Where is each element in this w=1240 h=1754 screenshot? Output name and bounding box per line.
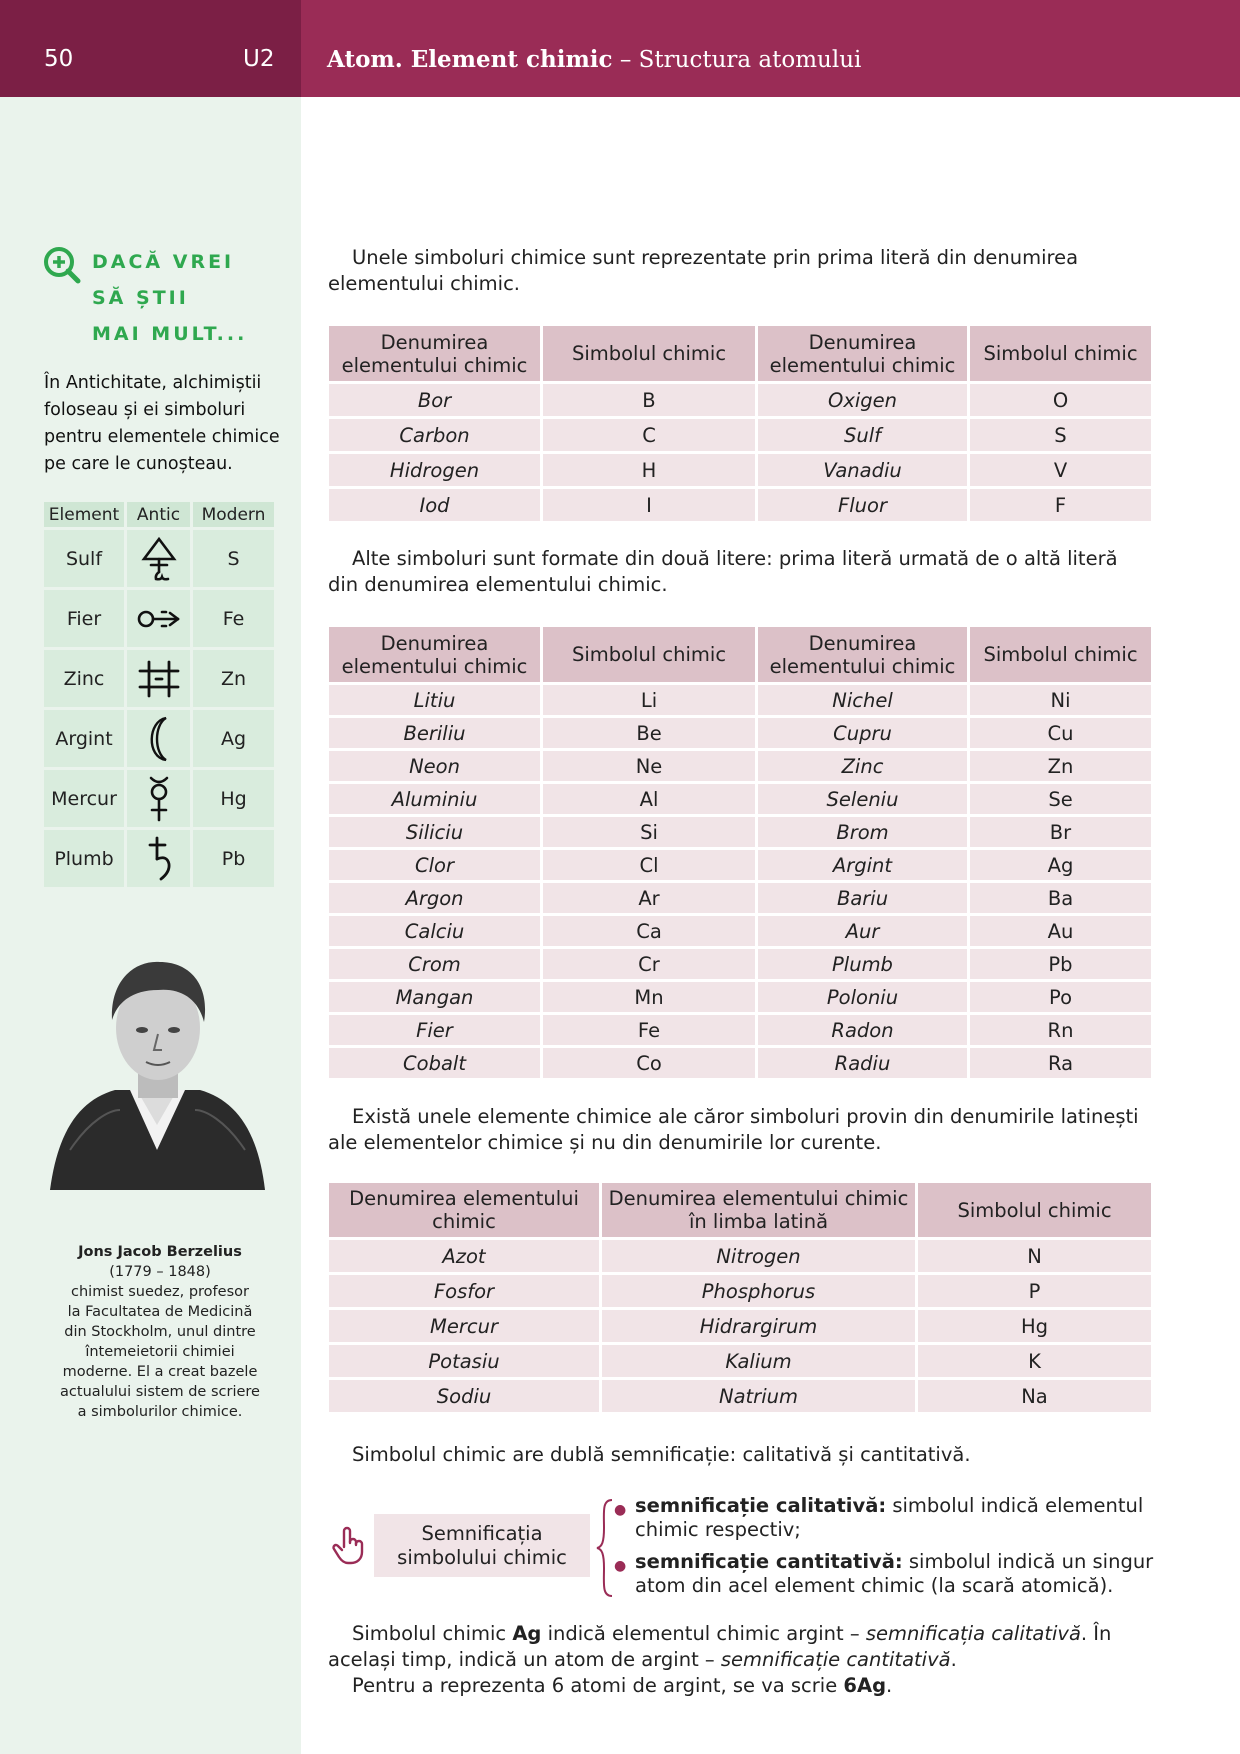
table-cell: Sulf (758, 419, 967, 451)
know-more-line: DACĂ VREI (92, 251, 235, 273)
table-row (329, 751, 1151, 781)
column-header: Denumirea elementului chimic (758, 326, 967, 381)
table-row (329, 883, 1151, 913)
table-cell: Ni (970, 685, 1151, 715)
table-cell: Sulf (44, 530, 124, 587)
table-cell: Na (918, 1380, 1151, 1412)
bullet-term: semnificație cantitativă: (635, 1550, 903, 1573)
page-title-rest: – Structura atomului (612, 47, 862, 73)
table-cell: V (970, 454, 1151, 486)
zinc-alchemy-symbol-icon (127, 650, 190, 707)
bullet-term: semnificație calitativă: (635, 1494, 887, 1517)
alchemy-intro-text: În Antichitate, alchimiștii foloseau și ei simboluri pentru elementele chimice pe care le cunoșteau. (44, 373, 280, 474)
table-cell: B (543, 384, 755, 416)
table-cell: Crom (329, 949, 540, 979)
table-cell: Nichel (758, 685, 967, 715)
table-cell: Argon (329, 883, 540, 913)
table-row (329, 1015, 1151, 1045)
paragraph-single-letter: Unele simboluri chimice sunt reprezentate prin prima literă din denumirea elementului chimic. (328, 246, 1079, 295)
table-cell: Mangan (329, 982, 540, 1012)
table-cell: Cobalt (329, 1048, 540, 1078)
page-title (327, 46, 861, 73)
column-header: Denumirea elementului chimic (329, 627, 540, 682)
table-cell: Aur (758, 916, 967, 946)
table-cell: Cr (543, 949, 755, 979)
table-row (329, 850, 1151, 880)
table-cell: Po (970, 982, 1151, 1012)
two-letter-symbols-table (326, 624, 1154, 1081)
final-sentence-2 (328, 1673, 1152, 1699)
box-label-line: simbolului chimic (397, 1546, 567, 1569)
table-cell: Phosphorus (602, 1275, 915, 1307)
column-header: Modern (193, 502, 274, 527)
single-letter-symbols-table (326, 323, 1154, 524)
table-cell: Ar (543, 883, 755, 913)
table-cell: Be (543, 718, 755, 748)
table-cell: Hidrargirum (602, 1310, 915, 1342)
table-cell: Iod (329, 489, 540, 521)
know-more-heading (92, 244, 247, 352)
table-cell: Ne (543, 751, 755, 781)
iron-alchemy-symbol-icon (127, 590, 190, 647)
table-cell: Li (543, 685, 755, 715)
table-cell: Hg (193, 770, 274, 827)
table-cell: Ag (193, 710, 274, 767)
table-cell: Fier (329, 1015, 540, 1045)
table-row (329, 916, 1151, 946)
sulfur-alchemy-symbol-icon (127, 530, 190, 587)
caption-line: chimist suedez, profesor (71, 1284, 249, 1300)
table-row (44, 590, 274, 647)
paragraph-double-meaning: Simbolul chimic are dublă semnificație: calitativă și cantitativă. (352, 1443, 971, 1466)
table-cell: Zn (970, 751, 1151, 781)
table-cell: Mn (543, 982, 755, 1012)
paragraph-latin-names: Există unele elemente chimice ale căror simboluri provin din denumirile latinești ale elementelor chimice și nu din denumirile lor curente. (328, 1105, 1139, 1154)
bullet-text: simbolul indică elementul chimic respectiv; (635, 1494, 1144, 1541)
table-cell: Carbon (329, 419, 540, 451)
know-more-line: MAI MULT... (92, 323, 248, 345)
table-cell: S (970, 419, 1151, 451)
table-row (329, 489, 1151, 521)
table-cell: Aluminiu (329, 784, 540, 814)
table-row (329, 1048, 1151, 1078)
bold-symbol: 6Ag (843, 1674, 887, 1697)
table-cell: Argint (44, 710, 124, 767)
table-cell: Siliciu (329, 817, 540, 847)
table-row (329, 1310, 1151, 1342)
table-row (44, 650, 274, 707)
table-cell: Litiu (329, 685, 540, 715)
latin-symbols-table (326, 1180, 1154, 1415)
column-header: Denumirea elementului chimic (329, 326, 540, 381)
table-cell: F (970, 489, 1151, 521)
italic-term: semnificație cantitativă (720, 1648, 951, 1671)
table-cell: Cl (543, 850, 755, 880)
table-cell: Ra (970, 1048, 1151, 1078)
table-cell: Radiu (758, 1048, 967, 1078)
caption-line: întemeietorii chimiei (85, 1344, 235, 1360)
table-cell: Potasiu (329, 1345, 599, 1377)
italic-term: semnificația calitativă (865, 1622, 1081, 1645)
table-cell: Rn (970, 1015, 1151, 1045)
table-cell: N (918, 1240, 1151, 1272)
table-row (329, 1380, 1151, 1412)
table-row (44, 530, 274, 587)
table-cell: Ba (970, 883, 1151, 913)
table-row (44, 710, 274, 767)
lead-alchemy-symbol-icon (127, 830, 190, 887)
table-cell: Oxigen (758, 384, 967, 416)
column-header: Denumirea elementului chimic în limba latină (602, 1183, 915, 1237)
silver-alchemy-symbol-icon (127, 710, 190, 767)
table-cell: Cupru (758, 718, 967, 748)
table-cell: Azot (329, 1240, 599, 1272)
table-cell: O (970, 384, 1151, 416)
table-cell: Pb (970, 949, 1151, 979)
table-cell: Plumb (44, 830, 124, 887)
text-span: indică elementul chimic argint – (541, 1622, 866, 1645)
table-row (329, 454, 1151, 486)
table-row (329, 1345, 1151, 1377)
berzelius-portrait (50, 950, 265, 1190)
table-row (329, 1240, 1151, 1272)
table-cell: Zinc (758, 751, 967, 781)
table-cell: Vanadiu (758, 454, 967, 486)
bold-symbol: Ag (512, 1622, 542, 1645)
final-sentence-1 (328, 1621, 1152, 1673)
page-number: 50 (44, 46, 74, 72)
mercury-alchemy-symbol-icon (127, 770, 190, 827)
list-item: ● semnificație cantitativă: simbolul indică un singur atom din acel element chimic (la scară atomică). (614, 1550, 1154, 1597)
table-cell: I (543, 489, 755, 521)
table-cell: Hidrogen (329, 454, 540, 486)
table-cell: Co (543, 1048, 755, 1078)
table-cell: Si (543, 817, 755, 847)
caption-years: (1779 – 1848) (109, 1264, 211, 1280)
table-cell: Au (970, 916, 1151, 946)
table-cell: Zinc (44, 650, 124, 707)
text-span: Pentru a reprezenta 6 atomi de argint, se va scrie (352, 1674, 844, 1697)
unit-label: U2 (243, 46, 275, 72)
table-cell: Fe (193, 590, 274, 647)
table-cell: Bariu (758, 883, 967, 913)
column-header: Element (44, 502, 124, 527)
paragraph-two-letters: Alte simboluri sunt formate din două litere: prima literă urmată de o altă literă din denumirea elementului chimic. (328, 547, 1118, 596)
bullet-text: simbolul indică un singur atom din acel element chimic (la scară atomică). (635, 1550, 1154, 1597)
column-header: Simbolul chimic (970, 326, 1151, 381)
table-row (44, 830, 274, 887)
caption-name: Jons Jacob Berzelius (78, 1244, 242, 1260)
meaning-bullet-list (612, 1494, 1157, 1606)
table-cell: Brom (758, 817, 967, 847)
column-header: Antic (127, 502, 190, 527)
table-cell: Fosfor (329, 1275, 599, 1307)
table-cell: P (918, 1275, 1151, 1307)
table-cell: K (918, 1345, 1151, 1377)
table-cell: Zn (193, 650, 274, 707)
text-span: Simbolul chimic (352, 1622, 513, 1645)
final-paragraph (328, 1621, 1152, 1699)
column-header: Simbolul chimic (918, 1183, 1151, 1237)
table-cell: S (193, 530, 274, 587)
column-header: Simbolul chimic (970, 627, 1151, 682)
table-row (329, 718, 1151, 748)
column-header: Denumirea elementului chimic (758, 627, 967, 682)
table-cell: Cu (970, 718, 1151, 748)
table-row (329, 949, 1151, 979)
table-row (329, 817, 1151, 847)
table-cell: Hg (918, 1310, 1151, 1342)
table-row (329, 784, 1151, 814)
table-cell: Pb (193, 830, 274, 887)
caption-line: la Facultatea de Medicină (67, 1304, 253, 1320)
caption-line: a simbolurilor chimice. (77, 1404, 243, 1420)
table-cell: Sodiu (329, 1380, 599, 1412)
text-span: . În același timp, indică un atom de argint – (328, 1622, 1112, 1671)
table-row (329, 982, 1151, 1012)
box-label-line: Semnificația (421, 1522, 543, 1545)
table-cell: Plumb (758, 949, 967, 979)
table-cell: Seleniu (758, 784, 967, 814)
table-cell: Ag (970, 850, 1151, 880)
table-row (329, 1275, 1151, 1307)
table-row (44, 770, 274, 827)
table-cell: Calciu (329, 916, 540, 946)
table-cell: Natrium (602, 1380, 915, 1412)
table-cell: Se (970, 784, 1151, 814)
table-cell: Clor (329, 850, 540, 880)
portrait-caption (40, 1242, 280, 1422)
table-cell: Argint (758, 850, 967, 880)
text-span: . (950, 1648, 957, 1671)
table-row (329, 685, 1151, 715)
page-title-bold: Atom. Element chimic (327, 46, 613, 73)
know-more-line: SĂ ȘTII (92, 287, 189, 309)
table-cell: Kalium (602, 1345, 915, 1377)
symbol-meaning-box (374, 1514, 590, 1577)
table-cell: Mercur (329, 1310, 599, 1342)
table-cell: H (543, 454, 755, 486)
table-cell: Neon (329, 751, 540, 781)
table-cell: Bor (329, 384, 540, 416)
caption-line: actualului sistem de scriere (60, 1384, 260, 1400)
table-cell: Fier (44, 590, 124, 647)
table-cell: Beriliu (329, 718, 540, 748)
magnifier-plus-icon (42, 245, 82, 285)
alchemy-symbols-table (41, 499, 277, 890)
table-cell: Radon (758, 1015, 967, 1045)
table-cell: Nitrogen (602, 1240, 915, 1272)
column-header: Simbolul chimic (543, 627, 755, 682)
column-header: Denumirea elementului chimic (329, 1183, 599, 1237)
table-row (329, 384, 1151, 416)
table-cell: Ca (543, 916, 755, 946)
text-span: . (886, 1674, 893, 1697)
table-cell: Poloniu (758, 982, 967, 1012)
table-cell: Fluor (758, 489, 967, 521)
pointing-hand-icon (332, 1525, 366, 1565)
caption-line: din Stockholm, unul dintre (64, 1324, 256, 1340)
list-item: ● semnificație calitativă: simbolul indică elementul chimic respectiv; (614, 1494, 1144, 1541)
table-cell: Al (543, 784, 755, 814)
column-header: Simbolul chimic (543, 326, 755, 381)
table-cell: Fe (543, 1015, 755, 1045)
table-cell: Mercur (44, 770, 124, 827)
table-cell: Br (970, 817, 1151, 847)
table-row (329, 419, 1151, 451)
table-cell: C (543, 419, 755, 451)
caption-line: moderne. El a creat bazele (62, 1364, 258, 1380)
